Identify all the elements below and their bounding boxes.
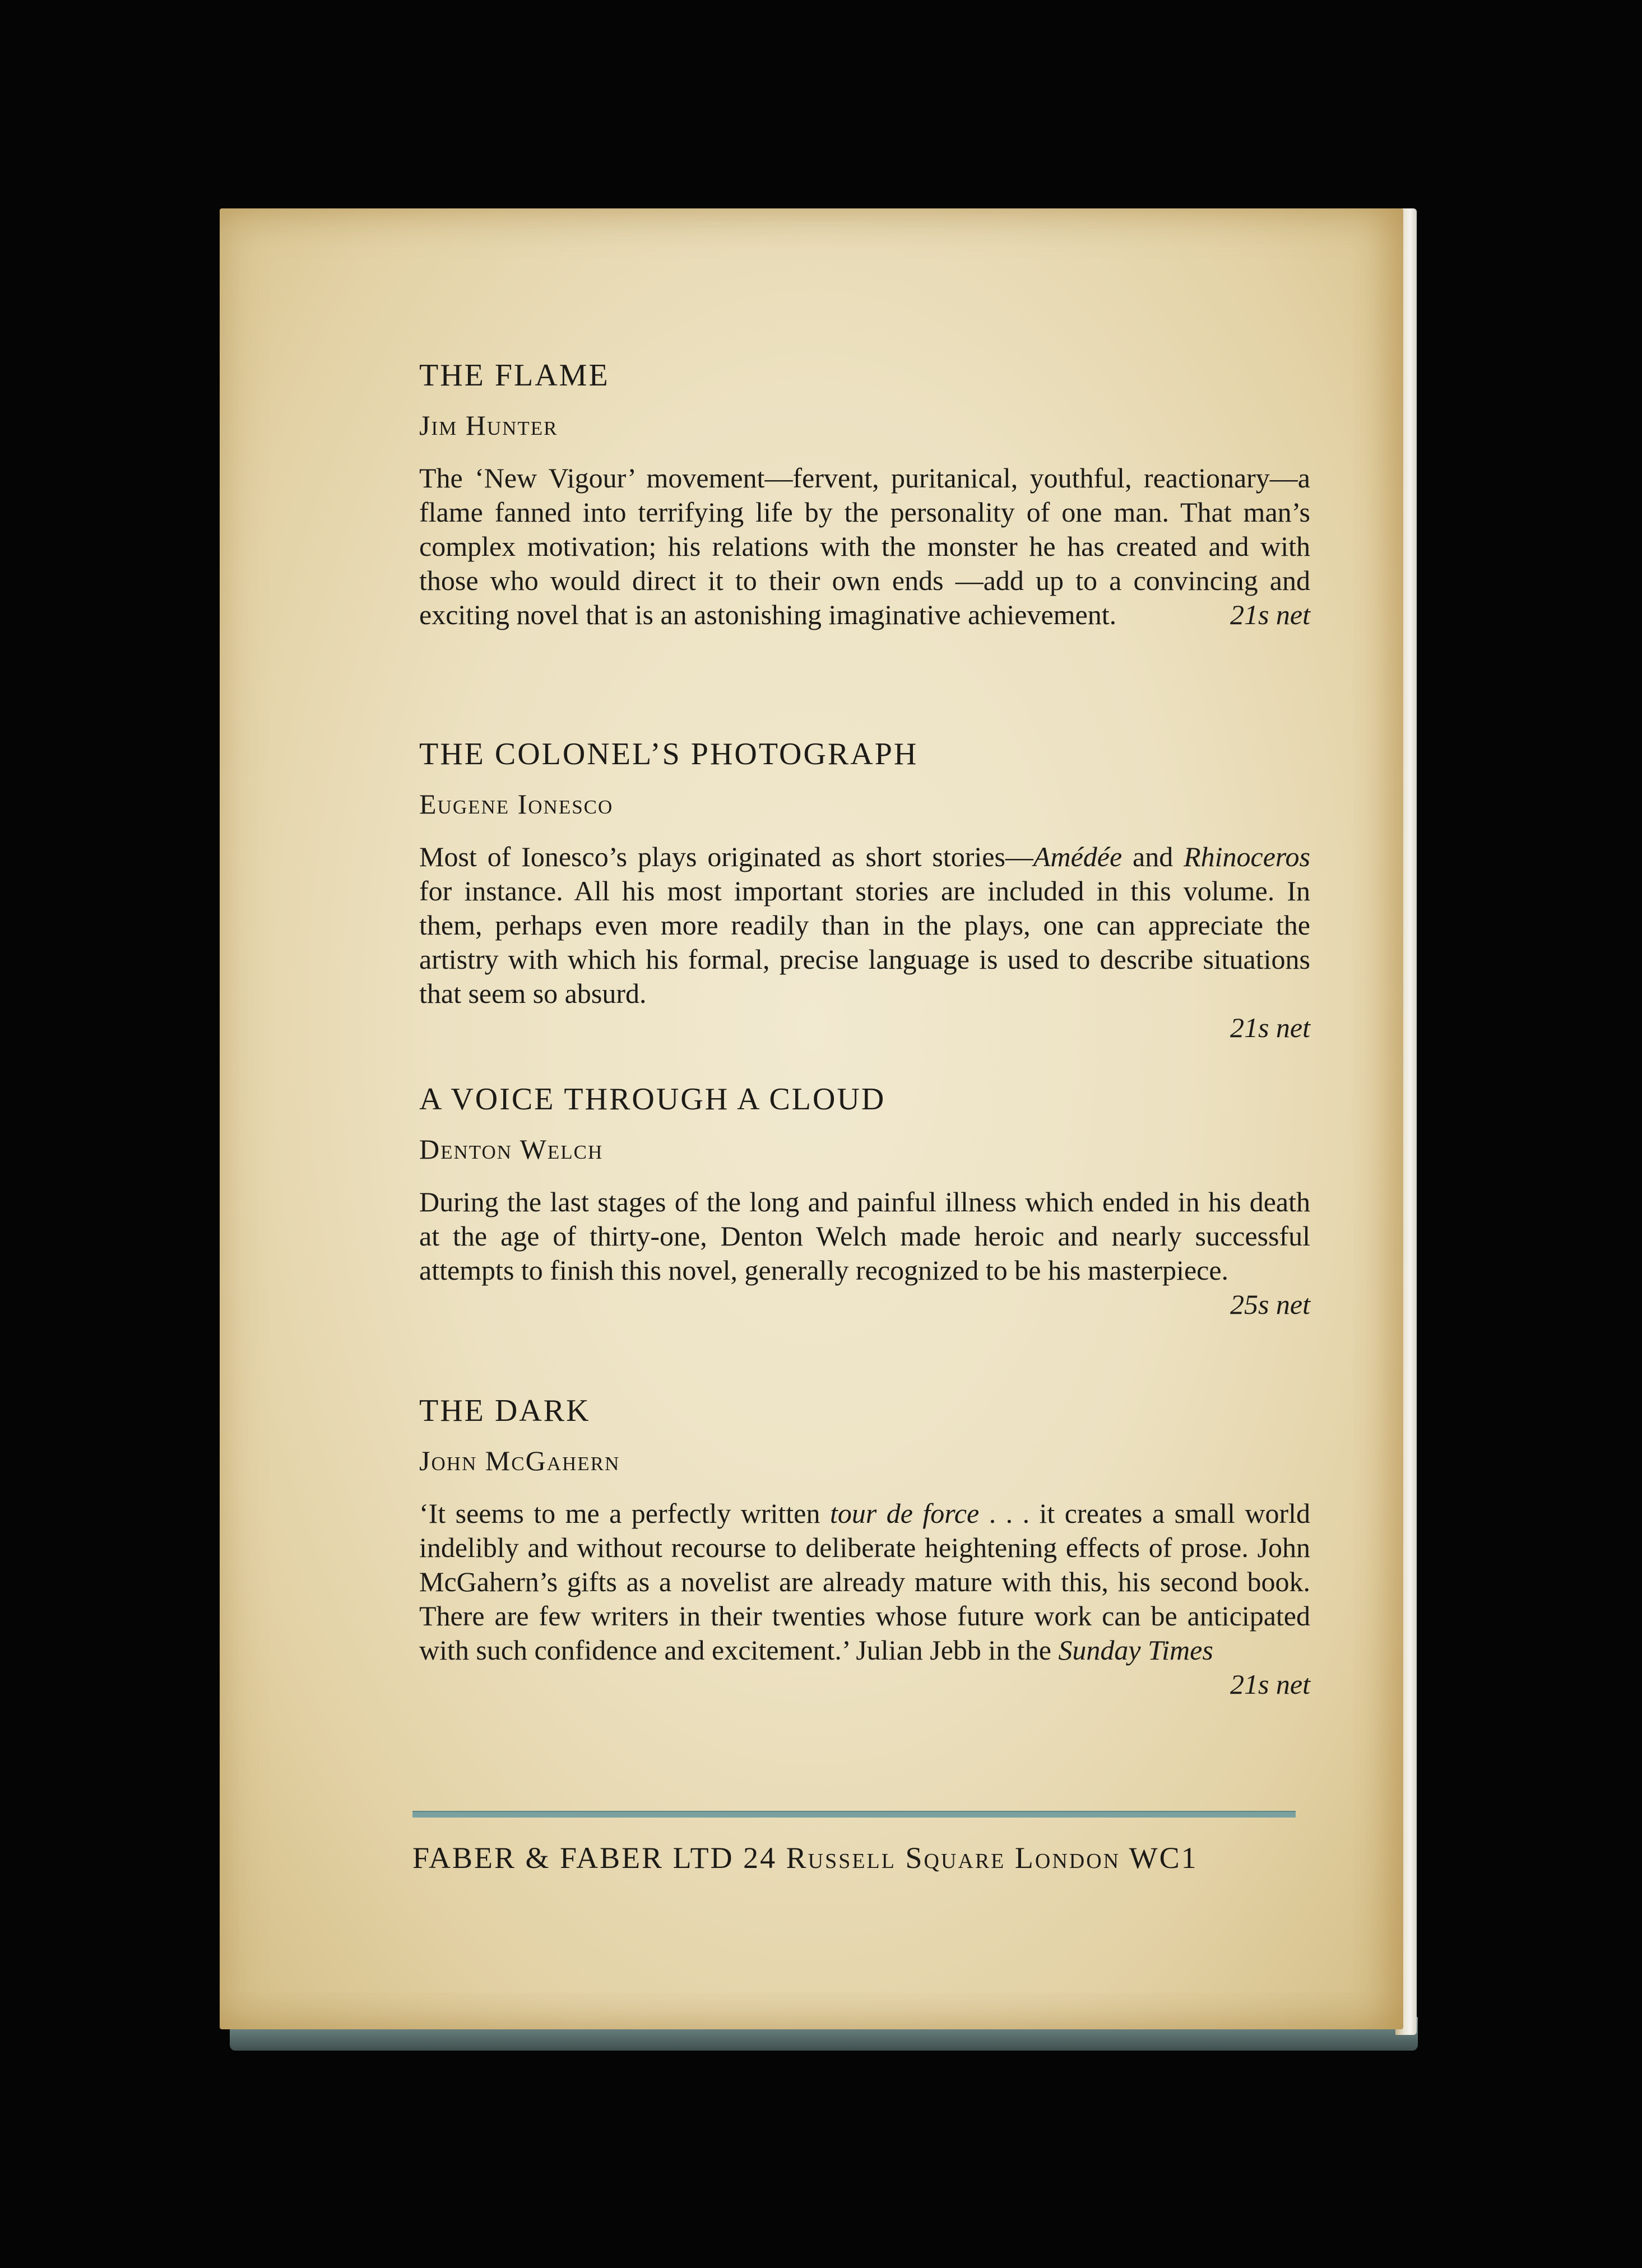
book-title: THE DARK	[419, 1393, 591, 1428]
book-blurb-text: ‘It seems to me a perfectly written	[419, 1497, 830, 1529]
book-blurb-text: . . . it creates a small world indelibly and without recourse to deliberate heightening effects of prose. John McGahern’s gifts as a novelist are already mature with this, his second book. There are few writers in their twenties whose future work can be anticipated with such confidence and excitement.’ Julian Jebb in the	[419, 1497, 1311, 1666]
book-blurb-title-ref: tour de force	[829, 1497, 980, 1529]
book-title: THE FLAME	[419, 358, 610, 393]
book-price: 21s net	[1230, 1011, 1310, 1043]
book-title: THE COLONEL’S PHOTOGRAPH	[419, 737, 919, 772]
book-blurb	[419, 461, 1310, 632]
book-price: 21s net	[1230, 1668, 1310, 1700]
book-author: Eugene Ionesco	[419, 788, 614, 820]
book-blurb-text: and	[1122, 840, 1184, 872]
divider-rule	[412, 1811, 1296, 1818]
book-title: A VOICE THROUGH A CLOUD	[419, 1082, 886, 1117]
book-blurb	[419, 1185, 1310, 1320]
book-price: 21s net	[1230, 598, 1310, 630]
book-author: Denton Welch	[419, 1133, 604, 1165]
book-entry-voice-through-a-cloud	[419, 1082, 1310, 1394]
publisher-name: FABER & FABER LTD 24	[412, 1841, 777, 1875]
book-blurb-text: for instance. All his most important stories are included in this volume. In them, perhaps even more readily than in the plays, one can appreciate the artistry with which his formal, precise language is used to describe situations that seem so absurd.	[419, 875, 1310, 1009]
book-entry-the-flame	[419, 359, 1310, 737]
book-blurb	[419, 840, 1310, 1011]
book-blurb-title-ref: Amédée	[1033, 840, 1123, 872]
book-blurb-text: During the last stages of the long and painful illness which ended in his death at the age of thirty-one, Denton Welch made heroic and nearly successful attempts to finish this novel, generally recognized to be his masterpiece.	[419, 1186, 1310, 1286]
publisher-footer	[412, 1841, 1304, 1875]
book-blurb-title-ref: Rhinoceros	[1184, 840, 1310, 872]
book-author: John McGahern	[419, 1444, 620, 1476]
book-entry-the-dark	[419, 1393, 1311, 1700]
book-blurb-text: The ‘New Vigour’ movement—fervent, puritanical, youthful, reactionary—a flame fanned into terrifying life by the personality of one man. That man’s complex motivation; his relations with the monster he has created and with those who would direct it to their own ends —add up to a convincing and exciting novel that is an astonishing imaginative achievement.	[419, 462, 1310, 630]
book-entry-colonels-photograph	[419, 737, 1310, 1082]
book-author: Jim Hunter	[419, 409, 558, 441]
book-blurb	[419, 1496, 1311, 1700]
book-blurb-text: Most of Ionesco’s plays originated as short stories—	[419, 840, 1033, 872]
book-blurb-title-ref: Sunday Times	[1058, 1634, 1213, 1666]
book-price: 25s net	[1230, 1288, 1310, 1320]
publisher-address: Russell Square London WC1	[786, 1841, 1198, 1875]
jacket-content	[419, 359, 1310, 1702]
